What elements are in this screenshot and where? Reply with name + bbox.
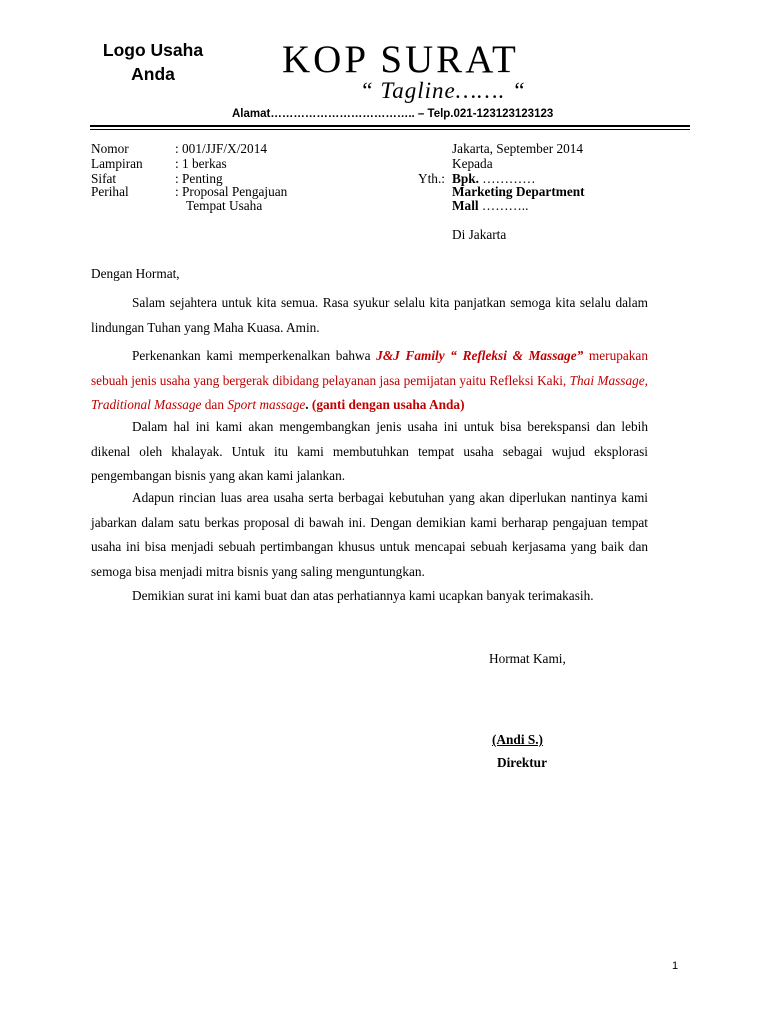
signer-position: Direktur xyxy=(497,755,547,770)
paragraph-5-text: Demikian surat ini kami buat dan atas perhatiannya kami ucapkan banyak terimakasih. xyxy=(132,588,594,603)
brand-name: J&J Family “ Refleksi & Massage” xyxy=(376,348,584,363)
perihal-value-line2: Tempat Usaha xyxy=(186,198,263,213)
letterhead-tagline: “ Tagline……. “ xyxy=(360,78,526,103)
replace-note: (ganti dengan usaha Anda) xyxy=(311,397,465,412)
service-sport: Sport massage xyxy=(227,397,306,412)
paragraph-4-text: Adapun rincian luas area usaha serta berbagai kebutuhan yang akan diperlukan nantinya kami jabarkan dalam satu berkas proposal di bawah ini. Dengan demikian kami berharap pengajuan tempat usaha ini bisa menjadi sebuah pertimbangan khusus untuk mencapai sebuah kerjasama yang baik dan semoga bisa menjadi mitra bisnis yang saling menguntungkan. xyxy=(91,490,648,579)
logo-line-1: Logo Usaha xyxy=(102,40,204,60)
sifat-label: Sifat xyxy=(91,171,117,186)
mall-label: Mall xyxy=(452,198,479,213)
bpk-title: Bpk. xyxy=(452,171,479,186)
paragraph-2-intro: Perkenankan kami memperkenalkan bahwa xyxy=(132,348,377,363)
perihal-value: : Proposal Pengajuan xyxy=(175,184,288,199)
logo-line-2: Anda xyxy=(131,64,175,84)
kepada-label: Kepada xyxy=(452,156,493,171)
service-thai-traditional: Thai Massage, Traditional Massage xyxy=(91,372,648,412)
nomor-value: : 001/JJF/X/2014 xyxy=(175,141,267,156)
logo-placeholder xyxy=(93,38,213,86)
greeting: Dengan Hormat, xyxy=(91,266,180,281)
paragraph-1 xyxy=(91,291,648,340)
header-rule-thin xyxy=(90,129,690,130)
paragraph-2-description: merupakan sebuah jenis usaha yang bergerak dibidang pelayanan jasa pemijatan yaitu Refleksi Kaki, xyxy=(91,348,648,388)
perihal-label: Perihal xyxy=(91,184,129,199)
yth-label: Yth.: xyxy=(418,171,445,186)
paragraph-2-and: dan xyxy=(201,397,228,412)
letterhead-address: Alamat……………………………….. – Telp.021-123123123123 xyxy=(232,108,554,120)
paragraph-2 xyxy=(91,344,648,418)
header-rule-thick xyxy=(90,125,690,127)
mall-dots: ……….. xyxy=(478,198,529,213)
lampiran-label: Lampiran xyxy=(91,156,143,171)
signer-name: (Andi S.) xyxy=(492,732,543,747)
page-number: 1 xyxy=(672,960,679,972)
paragraph-4 xyxy=(91,486,648,584)
recipient-city: Di Jakarta xyxy=(452,227,507,242)
paragraph-3 xyxy=(91,415,648,489)
recipient-department: Marketing Department xyxy=(452,184,585,199)
paragraph-1-text: Salam sejahtera untuk kita semua. Rasa syukur selalu kita panjatkan semoga kita selalu dalam lindungan Tuhan yang Maha Kuasa. Amin. xyxy=(91,295,648,335)
lampiran-value: : 1 berkas xyxy=(175,156,227,171)
letter-date: Jakarta, September 2014 xyxy=(452,141,584,156)
paragraph-5 xyxy=(91,584,648,609)
nomor-label: Nomor xyxy=(91,141,129,156)
closing-salutation: Hormat Kami, xyxy=(489,651,566,666)
bpk-dots: ………… xyxy=(478,171,536,186)
paragraph-2-period: . xyxy=(305,397,312,412)
sifat-value: : Penting xyxy=(175,171,223,186)
recipient-mall xyxy=(452,198,528,214)
paragraph-3-text: Dalam hal ini kami akan mengembangkan jenis usaha ini untuk bisa berekspansi dan lebih dikenal oleh khalayak. Untuk itu kami membutuhkan tempat usaha sebagai wujud eksplorasi pengembangan bisnis yang akan kami jalankan. xyxy=(91,419,648,483)
letterhead-title: KOP SURAT xyxy=(282,38,519,81)
